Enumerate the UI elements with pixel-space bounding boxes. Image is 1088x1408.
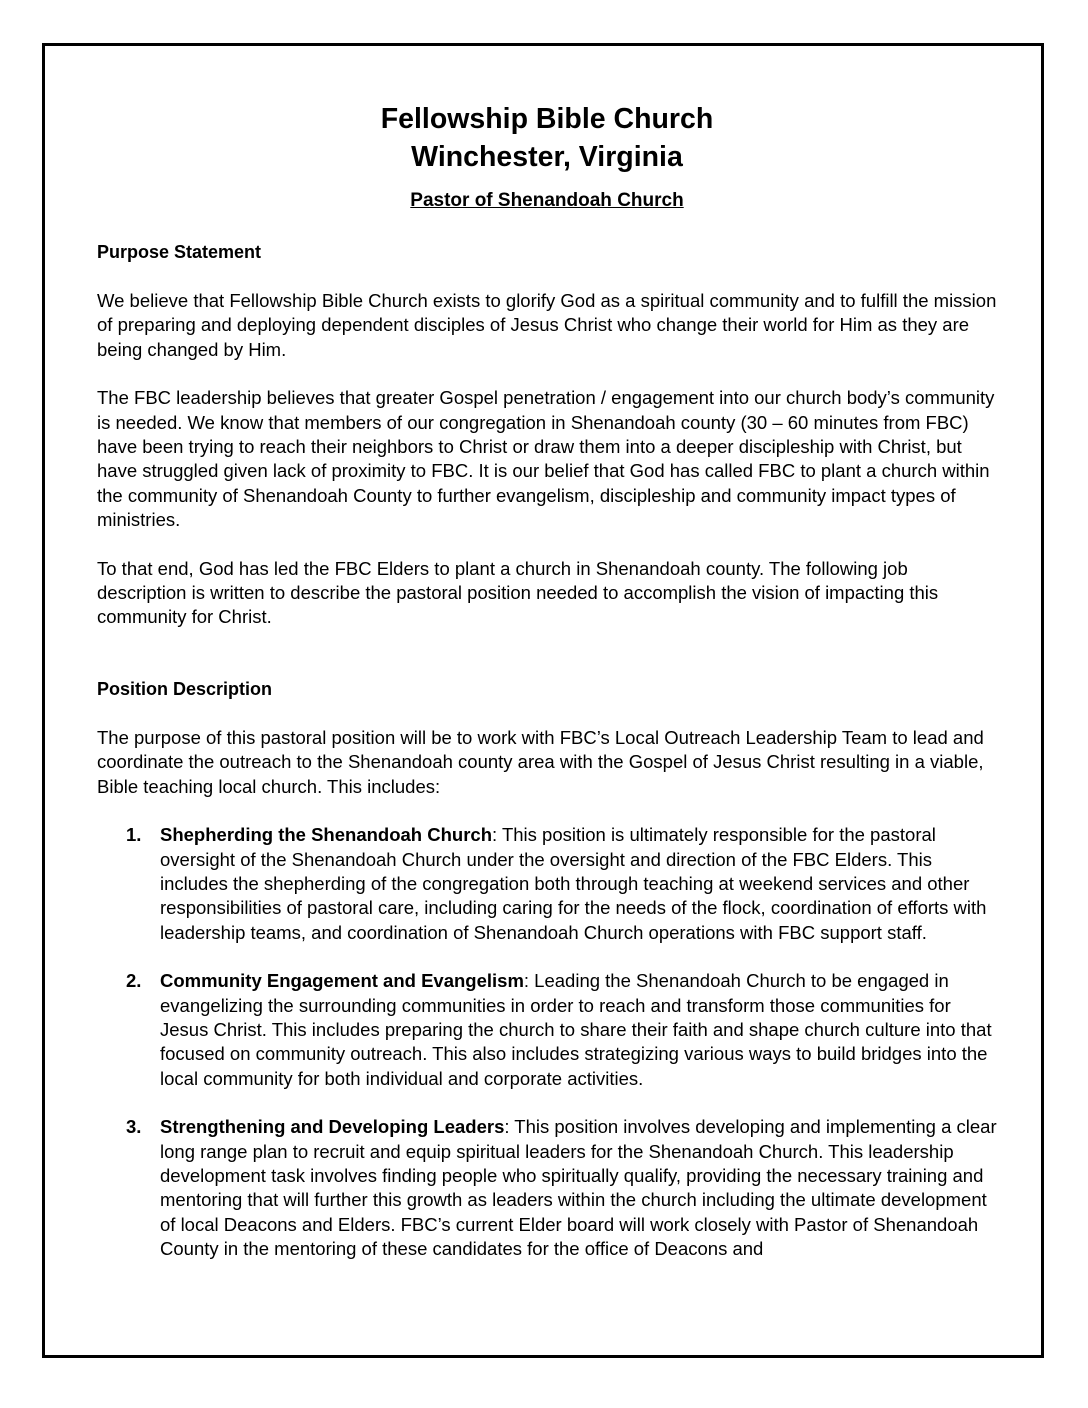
- church-location-title: Winchester, Virginia: [411, 141, 683, 173]
- list-item-text: : This position involves developing and implementing a clear long range plan to recruit and equip spiritual leaders for the Shenandoah Church. This leadership development task involves finding people who spiritually qualify, providing the necessary training and mentoring that will further this growth as leaders within the church including the ultimate development of local Deacons and Elders. FBC’s current Elder board will work closely with Pastor of Shenandoah County in the mentoring of these candidates for the office of Deacons and: [160, 1116, 997, 1260]
- list-item-text: : This position is ultimately responsible for the pastoral oversight of the Shenandoah Church under the oversight and direction of the FBC Elders. This includes the shepherding of the congregation both through teaching at weekend services and other responsibilities of pastoral care, including caring for the needs of the flock, coordination of efforts with leadership teams, and coordination of Shenandoah Church operations with FBC support staff.: [160, 824, 987, 943]
- purpose-paragraph-2: The FBC leadership believes that greater Gospel penetration / engagement into our church body’s community is needed. We know that members of our congregation in Shenandoah county (30 – 60 minutes from FBC) have been trying to reach their neighbors to Christ or draw them into a deeper discipleship with Christ, but have struggled given lack of proximity to FBC. It is our belief that God has called FBC to plant a church within the community of Shenandoah County to further evangelism, discipleship and community impact types of ministries.: [97, 387, 995, 531]
- list-item-title: Strengthening and Developing Leaders: [160, 1116, 505, 1138]
- document-body: [97, 100, 997, 1262]
- list-item: [97, 969, 997, 1091]
- list-item-title: Community Engagement and Evangelism: [160, 970, 524, 992]
- purpose-section: [97, 240, 997, 630]
- list-item-number: 3.: [126, 1116, 142, 1138]
- position-intro: The purpose of this pastoral position will be to work with FBC’s Local Outreach Leadership Team to lead and coordinate the outreach to the Shenandoah county area with the Gospel of Jesus Christ resulting in a viable, Bible teaching local church. This includes:: [97, 726, 984, 797]
- list-item-number: 2.: [126, 970, 142, 992]
- list-item-text: : Leading the Shenandoah Church to be engaged in evangelizing the surrounding communities in order to reach and transform those communities for Jesus Christ. This includes preparing the church to share their faith and shape church culture into that focused on community outreach. This also includes strategizing various ways to build bridges into the local community for both individual and corporate activities.: [160, 970, 992, 1089]
- list-item: [97, 1115, 997, 1261]
- purpose-heading: Purpose Statement: [97, 242, 262, 262]
- purpose-paragraph-3: To that end, God has led the FBC Elders to plant a church in Shenandoah county. The following job description is written to describe the pastoral position needed to accomplish the vision of impacting this community for Christ.: [97, 557, 939, 628]
- list-item-title: Shepherding the Shenandoah Church: [160, 824, 492, 846]
- purpose-paragraph-1: We believe that Fellowship Bible Church exists to glorify God as a spiritual community and to fulfill the mission of preparing and deploying dependent disciples of Jesus Christ who change their world for Him as they are being changed by Him.: [97, 290, 997, 360]
- list-item: [97, 823, 997, 945]
- church-name-title: Fellowship Bible Church: [380, 103, 714, 135]
- document-header: [97, 100, 997, 212]
- position-title: Pastor of Shenandoah Church: [410, 190, 684, 211]
- list-item-number: 1.: [126, 824, 142, 846]
- responsibilities-list: [97, 823, 997, 1262]
- position-section: [97, 677, 997, 1262]
- position-heading: Position Description: [97, 678, 273, 699]
